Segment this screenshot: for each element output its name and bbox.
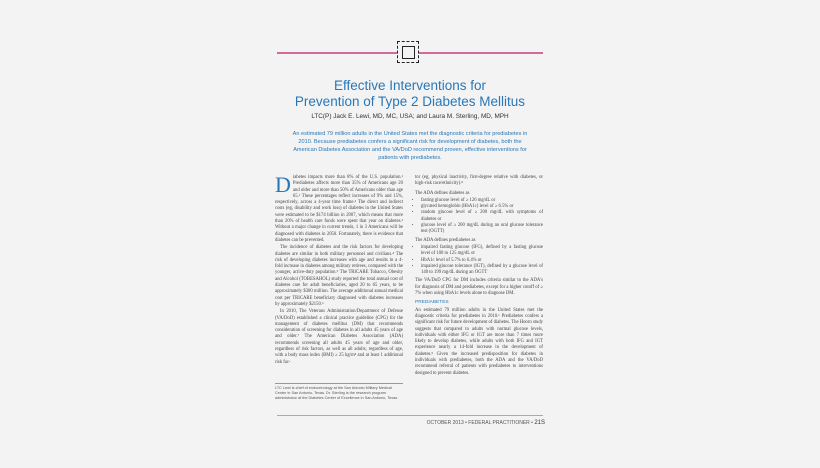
page-folio xyxy=(427,420,545,426)
paragraph: The VA/DoD CPG for DM includes criteria similar to the ADA's for diagnosis of DM and prediabetes, except for a higher cutoff of ≥ 7% when using HbA1c levels alone to diagnose DM. xyxy=(415,278,543,297)
authors: LTC(P) Jack E. Lewi, MD, MC, USA; and Laura M. Sterling, MD, MPH xyxy=(311,113,509,120)
paragraph: An estimated 79 million adults in the United States met the diagnostic criteria for prediabetes in 2010.¹ Prediabetes confers a significant risk for future development of diabetes. The Hoorn study suggests that compared to adults with normal glucose levels, individuals with either IFG or IGT are more than 7 times more likely to develop diabetes, while adults with both IFG and IGT experience nearly a 14-fold increase in the development of diabetes.⁹ Given the increased predisposition for diabetes in individuals with prediabetes, both the ADA and the VA/DoD recommend referral of patients with prediabetes to interventions designed to prevent diabetes. xyxy=(415,307,544,376)
list-item: • HbA1c level of 5.7% to 6.4% or xyxy=(421,258,543,264)
abstract: An estimated 79 million adults in the United States met the diagnostic criteria for prediabetes in 2010. Because prediabetes confers a significant risk for development of diabetes, both the American Diabetes Association and the VA/DoD recommend proven, effective interventions for patients with prediabetes. xyxy=(292,131,528,161)
paragraph: The incidence of diabetes and the risk factors for developing diabetes are similar in both military personnel and civilians.⁴ The risk of developing diabetes increases with age and results in a 4-fold increase in diabetes among military retirees, compared with the younger, active-duty population.⁵ The TRICARE Tobacco, Obesity and Alcohol (TOBESAHOL) study reported the total annual cost of diabetes care for adult beneficiaries, aged 20 to 65 years, to be approximately $300 million. The average additional annual medical cost per TRICARE beneficiary diagnosed with diabetes increases by approximately $2150.⁶ xyxy=(275,245,403,307)
list-item: • fasting glucose level of ≥ 126 mg/dL or xyxy=(421,198,543,204)
page-number: 21S xyxy=(534,420,545,426)
title-line-2: Prevention of Type 2 Diabetes Mellitus xyxy=(294,94,526,109)
footer-rule xyxy=(277,415,543,416)
paragraph: Diabetes impacts more than 8% of the U.S. population.¹ Prediabetes affects more than 35% of Americans age 20 and older and more than 50% of Americans older than age 65.¹ These percentages reflect increases of 9% and 15%, respectively, across a 4-year time frame.² The direct and indirect costs (eg, disability and work loss) of diabetes in the United States were estimated to be $174 billion in 2007, which means that more than 20% of health care funds were spent that year on diabetes.³ Without a major change in current trends, 1 in 3 Americans will be diagnosed with diabetes in 2050. Fortunately, there is evidence that diabetes can be prevented. xyxy=(275,172,403,243)
list-item: • glycated hemoglobin (HbA1c) level of ≥ 6.5% or xyxy=(421,204,543,210)
list-item: • impaired glucose tolerance (IGT), defined by a glucose level of 140 to 199 mg/dL during an OGTT xyxy=(421,264,543,277)
article-page xyxy=(275,40,545,435)
paragraph: In 2010, The Veterans Administration/Department of Defense (VA/DoD) established a clinical practice guideline (CPG) for the management of diabetes mellitus (DM) that recommends consideration of screening for diabetes in all adults 45 years of age and older.⁷ The American Diabetes Association (ADA) recommends screening all adults 45 years of age and older, regardless of risk factors, as well as all adults, regardless of age, with a body mass index (BMI) ≥ 25 kg/m² and at least 1 additional risk fac- xyxy=(275,309,403,365)
title-line-1: Effective Interventions for xyxy=(333,78,487,93)
list-item: • random glucose level of ≥ 200 mg/dL with symptoms of diabetes or xyxy=(421,210,543,223)
left-column xyxy=(275,172,403,367)
article-title xyxy=(275,78,545,110)
drop-cap: D xyxy=(275,172,291,197)
diabetes-criteria-list xyxy=(415,198,543,236)
paragraph: The ADA defines diabetes as xyxy=(415,190,470,196)
paragraph: tor (eg, physical inactivity, first-degree relative with diabetes, or high-risk race/ethnicity).⁸ xyxy=(415,175,543,187)
author-footnote: LTC Lewi is chief of endocrinology at the San Antonio Military Medical Center in San Antonio, Texas. Dr. Sterling is the research program administrator at the Diabetes Center of Excellence in San Antonio, Texas. xyxy=(275,383,403,401)
prediabetes-criteria-list xyxy=(415,245,543,276)
paragraph: The ADA defines prediabetes as xyxy=(415,237,476,243)
folio-text: OCTOBER 2013 • FEDERAL PRACTITIONER • xyxy=(426,420,533,426)
right-column xyxy=(415,175,543,378)
list-item: • impaired fasting glucose (IFG), defined by a fasting glucose level of 100 to 125 mg/dL or xyxy=(421,245,543,258)
journal-logo-icon xyxy=(397,41,419,63)
list-item: • glucose level of ≥ 200 mg/dL during an oral glucose tolerance test (OGTT) xyxy=(421,223,543,236)
section-heading: PREDIABETES xyxy=(415,300,449,306)
